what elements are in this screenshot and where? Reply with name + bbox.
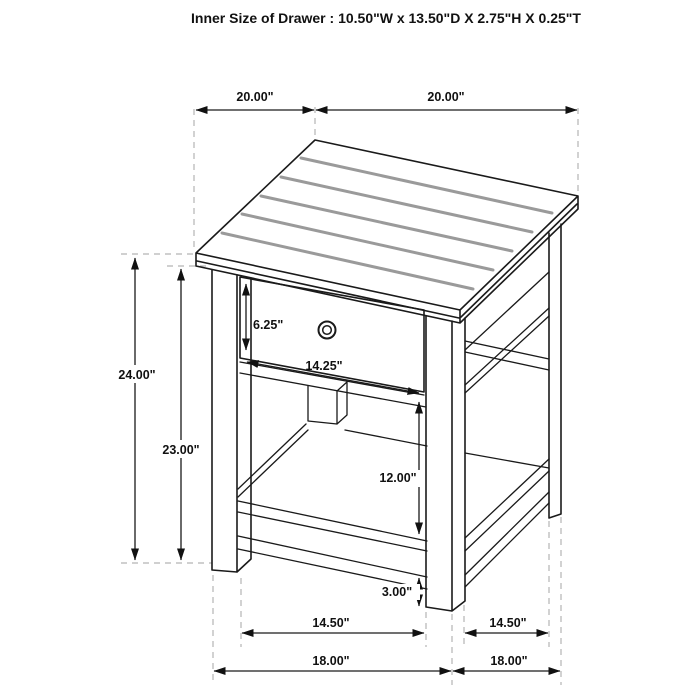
dim-label-shelf-clearance: 12.00" [379, 471, 417, 485]
lower-shelf [238, 424, 549, 551]
dim-label-drawer-width: 14.25" [305, 359, 343, 373]
dim-label-top-depth: 20.00" [236, 90, 274, 104]
dim-label-front-inner-span: 14.50" [312, 616, 350, 630]
bottom-stretchers [238, 492, 549, 589]
rear-left-leg [308, 382, 347, 424]
drawer-knob [319, 322, 336, 339]
dim-label-overall-height: 24.00" [118, 368, 156, 382]
figure-title: Inner Size of Drawer : 10.50"W x 13.50"D X 2.75"H X 0.25"T [191, 10, 581, 26]
drawer-front [240, 277, 424, 392]
dim-label-side-outer-depth: 18.00" [490, 654, 528, 668]
front-right-leg [426, 316, 465, 611]
tabletop [196, 140, 578, 323]
dim-label-side-inner-span: 14.50" [489, 616, 527, 630]
dim-label-under-top-height: 23.00" [162, 443, 200, 457]
dim-label-foot-clearance: 3.00" [381, 585, 413, 599]
rear-right-leg [549, 224, 561, 518]
dim-label-drawer-height: 6.25" [253, 318, 284, 332]
end-table-drawing [196, 140, 578, 611]
dim-label-front-outer-width: 18.00" [312, 654, 350, 668]
dim-label-top-width: 20.00" [427, 90, 465, 104]
front-left-leg [212, 270, 251, 572]
side-apron-rails [465, 272, 549, 393]
